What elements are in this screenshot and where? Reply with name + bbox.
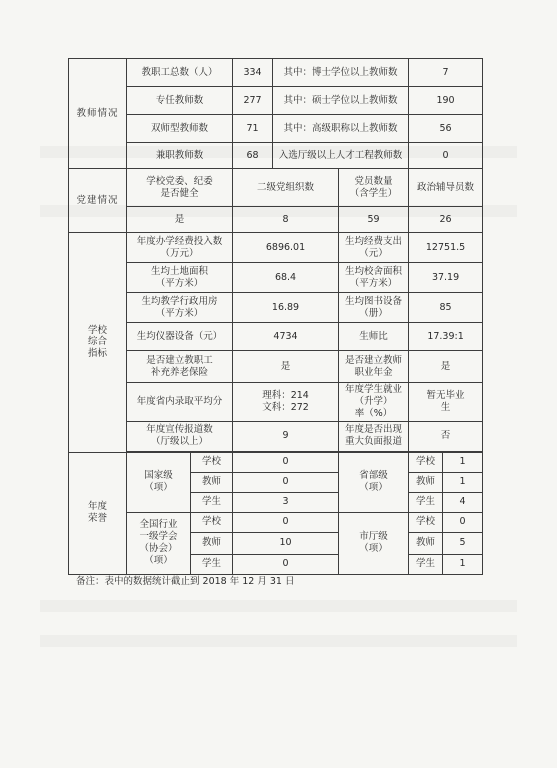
label-line: 是否建立教职工 xyxy=(146,354,213,366)
cell-label xyxy=(339,421,409,451)
label-line: （项） xyxy=(144,555,173,566)
section-teachers: 教师情况 xyxy=(69,59,127,169)
label-line: （项） xyxy=(144,482,173,494)
label-line: 市厅级 xyxy=(359,531,388,543)
cell-value: 59 xyxy=(339,207,409,233)
section-line: 年度 xyxy=(87,501,107,513)
cell-value: 12751.5 xyxy=(409,233,483,263)
cell-label: 年度省内录取平均分 xyxy=(127,383,233,422)
cell-label xyxy=(339,233,409,263)
cell-value: 190 xyxy=(409,87,483,115)
honor-national-label xyxy=(127,452,191,512)
cell-value: 334 xyxy=(233,59,273,87)
cell-label xyxy=(127,263,233,293)
cell-label: 兼职教师数 xyxy=(127,143,233,169)
honor-key: 学生 xyxy=(409,492,443,512)
cell-value: 4734 xyxy=(233,323,339,351)
cell-value: 277 xyxy=(233,87,273,115)
label-line: （项） xyxy=(359,482,388,494)
label-line: 年度办学经费投入数 xyxy=(136,235,223,247)
honor-provincial-label xyxy=(339,452,409,512)
scan-bleed xyxy=(40,600,517,612)
school-stats-table xyxy=(68,58,483,575)
label-line: 国家级 xyxy=(144,470,173,482)
cell-label xyxy=(127,421,233,451)
section-line: 指标 xyxy=(87,348,107,360)
label-line: （平方米） xyxy=(155,307,204,319)
cell-label xyxy=(127,233,233,263)
score-cell xyxy=(233,383,339,422)
honor-value: 0 xyxy=(233,554,339,574)
honor-key: 学校 xyxy=(191,512,233,532)
cell-value: 6896.01 xyxy=(233,233,339,263)
score-science: 理科：214 xyxy=(262,389,309,401)
label-line: 重大负面报道 xyxy=(345,436,403,448)
cell-value: 8 xyxy=(233,207,339,233)
label-line: （厅级以上） xyxy=(151,436,209,448)
indicator-row xyxy=(69,351,483,383)
section-line: 荣誉 xyxy=(87,513,107,525)
honor-key: 教师 xyxy=(191,532,233,554)
score-arts: 文科：272 xyxy=(262,401,309,413)
label-line: 率（%） xyxy=(354,407,393,419)
honor-value: 0 xyxy=(233,452,339,472)
cell-value: 37.19 xyxy=(409,263,483,293)
cell-label: 生均图书设备（册） xyxy=(339,293,409,323)
header-line: （含学生） xyxy=(349,187,398,199)
party-header-committee xyxy=(127,169,233,207)
cell-label xyxy=(127,351,233,383)
cell-value: 17.39:1 xyxy=(409,323,483,351)
label-line: （平方米） xyxy=(155,277,204,289)
cell-value: 是 xyxy=(233,351,339,383)
label-line: 年度学生就业（升学） xyxy=(345,384,403,407)
cell-value: 是 xyxy=(127,207,233,233)
honor-key: 教师 xyxy=(409,472,443,492)
honor-value: 3 xyxy=(233,492,339,512)
section-line: 学校 xyxy=(87,324,107,336)
cell-value xyxy=(409,383,483,422)
honor-key: 教师 xyxy=(409,532,443,554)
cell-label xyxy=(127,293,233,323)
section-party: 党建情况 xyxy=(69,169,127,233)
honor-value: 4 xyxy=(443,492,483,512)
cell-label: 其中：高级职称以上教师数 xyxy=(273,115,409,143)
indicator-row xyxy=(69,323,483,351)
teacher-row xyxy=(69,115,483,143)
scan-bleed xyxy=(40,635,517,647)
label-line: 是否建立教师 xyxy=(345,354,403,366)
honor-key: 学生 xyxy=(191,554,233,574)
label-line: （万元） xyxy=(160,247,199,259)
header-line: 是否健全 xyxy=(160,187,199,199)
honor-value: 0 xyxy=(443,512,483,532)
cell-value: 85 xyxy=(409,293,483,323)
label-line: （平方米） xyxy=(349,277,398,289)
cell-value: 9 xyxy=(233,421,339,451)
cell-label xyxy=(339,351,409,383)
label-line: （项） xyxy=(359,543,388,555)
cell-value: 56 xyxy=(409,115,483,143)
label-line: 年度宣传报道数 xyxy=(146,424,213,436)
label-line: 生均经费支出 xyxy=(345,235,403,247)
label-line: 年度是否出现 xyxy=(345,424,403,436)
honor-value: 10 xyxy=(233,532,339,554)
label-line: 生均教学行政用房 xyxy=(141,295,218,307)
header-line: 学校党委、纪委 xyxy=(146,175,213,187)
party-header-counselors: 政治辅导员数 xyxy=(409,169,483,207)
label-line: 生均土地面积 xyxy=(151,265,209,277)
label-line: 一级学会 xyxy=(139,531,178,543)
section-honors xyxy=(69,452,127,574)
label-line: 生均校舍面积 xyxy=(345,265,403,277)
cell-value: 7 xyxy=(409,59,483,87)
cell-value: 68 xyxy=(233,143,273,169)
cell-label: 教职工总数（人） xyxy=(127,59,233,87)
label-line: （协会） xyxy=(139,543,178,555)
cell-value: 否 xyxy=(409,421,483,451)
cell-label xyxy=(339,383,409,422)
footnote: 备注：表中的数据统计截止到 2018 年 12 月 31 日 xyxy=(76,576,295,587)
cell-value: 26 xyxy=(409,207,483,233)
honor-key: 学校 xyxy=(409,512,443,532)
honor-value: 0 xyxy=(233,512,339,532)
party-header-branches: 二级党组织数 xyxy=(233,169,339,207)
honor-key: 学生 xyxy=(409,554,443,574)
label-line: 职业年金 xyxy=(354,366,393,378)
cell-label xyxy=(339,263,409,293)
label-line: 省部级 xyxy=(359,470,388,482)
cell-label: 生师比 xyxy=(339,323,409,351)
cell-value: 是 xyxy=(409,351,483,383)
indicator-row xyxy=(69,421,483,451)
indicator-row xyxy=(69,383,483,422)
honor-key: 学校 xyxy=(409,452,443,472)
honor-key: 教师 xyxy=(191,472,233,492)
honor-value: 0 xyxy=(233,472,339,492)
indicator-row xyxy=(69,293,483,323)
teacher-row xyxy=(69,143,483,169)
value-line: 生 xyxy=(440,401,451,413)
honor-key: 学生 xyxy=(191,492,233,512)
cell-label: 生均仪器设备（元） xyxy=(127,323,233,351)
section-indicators xyxy=(69,233,127,453)
cell-value: 0 xyxy=(409,143,483,169)
party-header-members xyxy=(339,169,409,207)
honor-industry-label xyxy=(127,512,191,574)
section-line: 综合 xyxy=(87,336,107,348)
indicator-row xyxy=(69,263,483,293)
label-line: 补充养老保险 xyxy=(151,366,209,378)
label-line: 全国行业 xyxy=(139,519,178,531)
cell-label: 入选厅级以上人才工程教师数 xyxy=(273,143,409,169)
honor-value: 1 xyxy=(443,554,483,574)
cell-value: 71 xyxy=(233,115,273,143)
honor-row xyxy=(69,512,483,532)
honor-value: 1 xyxy=(443,452,483,472)
honor-city-label xyxy=(339,512,409,574)
cell-label: 其中：博士学位以上教师数 xyxy=(273,59,409,87)
party-header-row xyxy=(69,169,483,207)
honor-row xyxy=(69,452,483,472)
honor-value: 1 xyxy=(443,472,483,492)
label-line: （元） xyxy=(359,247,388,259)
honor-key: 学校 xyxy=(191,452,233,472)
teacher-row xyxy=(69,87,483,115)
cell-value: 68.4 xyxy=(233,263,339,293)
honor-value: 5 xyxy=(443,532,483,554)
party-values-row xyxy=(69,207,483,233)
cell-label: 双师型教师数 xyxy=(127,115,233,143)
value-line: 暂无毕业 xyxy=(426,389,465,401)
cell-label: 专任教师数 xyxy=(127,87,233,115)
cell-value: 16.89 xyxy=(233,293,339,323)
indicator-row xyxy=(69,233,483,263)
header-line: 党员数量 xyxy=(354,175,393,187)
teacher-row xyxy=(69,59,483,87)
cell-label: 其中：硕士学位以上教师数 xyxy=(273,87,409,115)
